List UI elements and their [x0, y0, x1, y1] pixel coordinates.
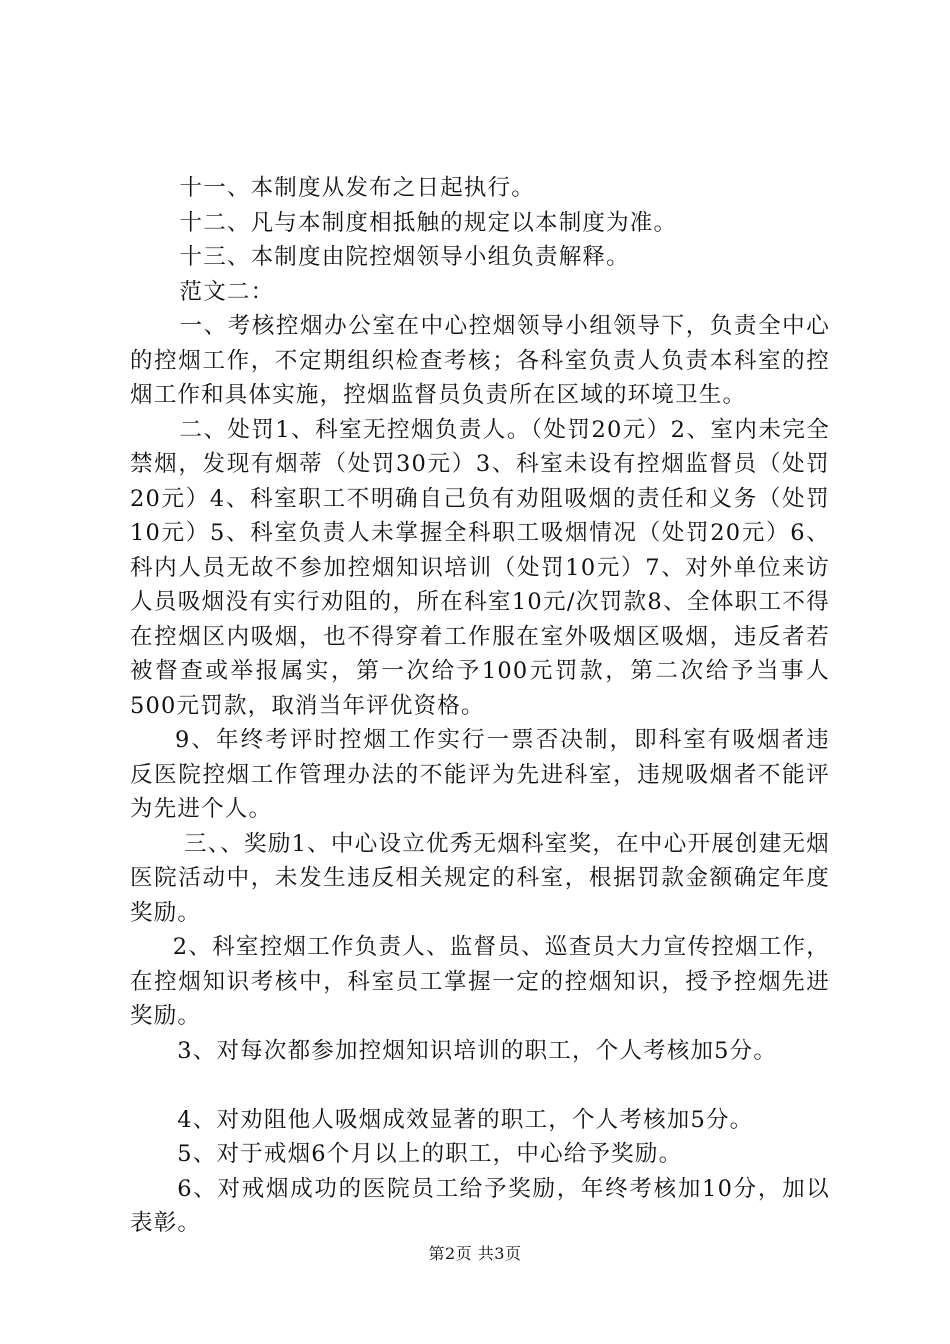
paragraph-10: 3、对每次都参加控烟知识培训的职工，个人考核加5分。 [177, 1037, 778, 1064]
paragraph-5: 一、考核控烟办公室在中心控烟领导小组领导下，负责全中心的控烟工作，不定期组织检查考核；各科室负责人负责本科室的控烟工作和具体实施，控烟监督员负责所在区域的环境卫生。 [130, 313, 830, 408]
paragraph-4: 范文二： [179, 278, 275, 305]
page-footer: 第2页 共3页 [428, 1244, 522, 1263]
paragraph-3: 十三、本制度由院控烟领导小组负责解释。 [179, 244, 630, 270]
paragraph-6: 二、处罚1、科室无控烟负责人。（处罚20元）2、室内未完全禁烟，发现有烟蒂（处罚30元）3、科室未设有控烟监督员（处罚20元）4、科室职工不明确自己负有劝阻吸烟的责任和义务（处罚10元）5、科室负责人未掌握全科职工吸烟情况（处罚20元）6、科内人员无故不参加控烟知识培训（处罚10元）7、对外单位来访人员吸烟没有实行劝阻的，所在科室10元/次罚款8、全体职工不得在控烟区内吸烟，也不得穿着工作服在室外吸烟区吸烟，违反者若被督查或举报属实，第一次给予100元罚款，第二次给予当事人500元罚款，取消当年评优资格。 [130, 416, 830, 719]
paragraph-13: 6、对戒烟成功的医院员工给予奖励，年终考核加10分，加以表彰。 [130, 1175, 830, 1236]
paragraph-8: 三、、奖励1、中心设立优秀无烟科室奖，在中心开展创建无烟医院活动中，未发生违反相关规定的科室，根据罚款金额确定年度奖励。 [130, 830, 830, 926]
document-body [130, 171, 830, 1241]
paragraph-2: 十二、凡与本制度相抵触的规定以本制度为准。 [179, 209, 678, 236]
paragraph-7: 9、年终考评时控烟工作实行一票否决制，即科室有吸烟者违反医院控烟工作管理办法的不能评为先进科室，违规吸烟者不能评为先进个人。 [130, 727, 830, 822]
paragraph-9: 2、科室控烟工作负责人、监督员、巡查员大力宣传控烟工作，在控烟知识考核中，科室员工掌握一定的控烟知识，授予控烟先进奖励。 [130, 934, 830, 1029]
paragraph-11: 4、对劝阻他人吸烟成效显著的职工，个人考核加5分。 [177, 1106, 754, 1133]
paragraph-1: 十一、本制度从发布之日起执行。 [179, 175, 536, 201]
paragraph-12: 5、对于戒烟6个月以上的职工，中心给予奖励。 [177, 1141, 683, 1167]
